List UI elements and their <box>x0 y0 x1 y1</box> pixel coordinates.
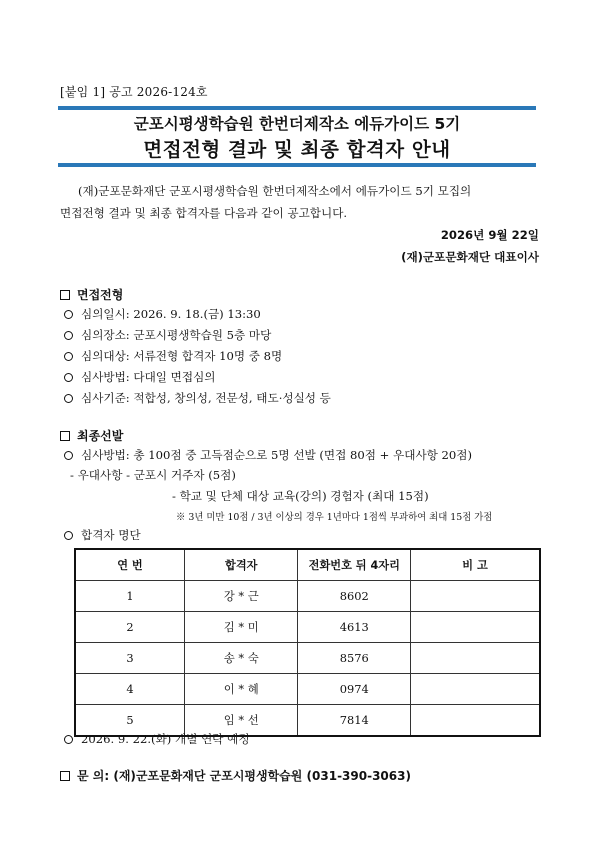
circle-bullet-icon <box>64 352 73 361</box>
interview-item-text: 심사기준: 적합성, 창의성, 전문성, 태도·성실성 등 <box>81 391 331 405</box>
section-final-title: 최종선발 <box>77 429 124 443</box>
circle-bullet-icon <box>64 331 73 340</box>
cell-remarks <box>411 581 540 612</box>
issuer-name: (재)군포문화재단 대표이사 <box>401 250 539 264</box>
section-final-heading <box>60 427 123 444</box>
contact-schedule-text: 2026. 9. 22.(화) 개별 연락 예정 <box>81 732 250 746</box>
title-line-1: 군포시평생학습원 한번더제작소 에듀가이드 5기 <box>133 115 461 133</box>
circle-bullet-icon <box>64 531 73 540</box>
cell-remarks <box>411 612 540 643</box>
announcement-date: 2026년 9월 22일 <box>440 228 539 242</box>
passer-table <box>74 548 541 737</box>
cell-phone: 0974 <box>298 674 411 705</box>
square-bullet-icon <box>60 290 70 300</box>
preference-note: ※ 3년 미만 10점 / 3년 이상의 경우 1년마다 1점씩 부과하여 최대 15점 가점 <box>176 512 493 523</box>
title-top-rule <box>58 106 536 110</box>
table-row <box>75 612 540 643</box>
square-bullet-icon <box>60 431 70 441</box>
title-bottom-rule <box>58 163 536 167</box>
circle-bullet-icon <box>64 310 73 319</box>
inquiry-text: 문 의: (재)군포문화재단 군포시평생학습원 (031-390-3063) <box>77 769 411 783</box>
header-phone: 전화번호 뒤 4자리 <box>298 549 411 581</box>
interview-item <box>64 390 331 406</box>
cell-remarks <box>411 674 540 705</box>
cell-phone: 4613 <box>298 612 411 643</box>
inquiry-line <box>60 767 411 784</box>
table-row <box>75 643 540 674</box>
passer-list-title-text: 합격자 명단 <box>81 528 141 542</box>
cell-name: 이 * 혜 <box>185 674 298 705</box>
interview-item-text: 심사방법: 다대일 면접심의 <box>81 370 216 384</box>
interview-item <box>64 306 261 322</box>
intro-line-1: (재)군포문화재단 군포시평생학습원 한번더제작소에서 에듀가이드 5기 모집의 <box>78 184 472 198</box>
cell-name: 임 * 선 <box>185 705 298 737</box>
cell-phone: 8576 <box>298 643 411 674</box>
passer-list-title <box>64 527 141 543</box>
cell-name: 송 * 숙 <box>185 643 298 674</box>
table-header-row <box>75 549 540 581</box>
interview-item-text: 심의일시: 2026. 9. 18.(금) 13:30 <box>81 307 261 321</box>
preference-line-2: - 학교 및 단체 대상 교육(강의) 경험자 (최대 15점) <box>172 489 429 503</box>
final-method-text: 심사방법: 총 100점 중 고득점순으로 5명 선발 (면접 80점 + 우대사항 20점) <box>81 448 473 462</box>
circle-bullet-icon <box>64 451 73 460</box>
cell-number: 1 <box>75 581 185 612</box>
cell-name: 강 * 근 <box>185 581 298 612</box>
circle-bullet-icon <box>64 735 73 744</box>
circle-bullet-icon <box>64 394 73 403</box>
cell-phone: 7814 <box>298 705 411 737</box>
interview-item <box>64 369 215 385</box>
cell-number: 3 <box>75 643 185 674</box>
cell-remarks <box>411 643 540 674</box>
square-bullet-icon <box>60 771 70 781</box>
cell-remarks <box>411 705 540 737</box>
final-method <box>64 447 472 463</box>
table-row <box>75 674 540 705</box>
circle-bullet-icon <box>64 373 73 382</box>
section-interview-heading <box>60 286 123 303</box>
contact-schedule <box>64 731 250 747</box>
header-name: 합격자 <box>185 549 298 581</box>
preference-line-1: - 우대사항 - 군포시 거주자 (5점) <box>70 468 236 482</box>
cell-number: 5 <box>75 705 185 737</box>
intro-line-2: 면접전형 결과 및 최종 합격자를 다음과 같이 공고합니다. <box>60 206 348 220</box>
title-line-2: 면접전형 결과 및 최종 합격자 안내 <box>143 138 451 161</box>
cell-number: 4 <box>75 674 185 705</box>
interview-item <box>64 348 282 364</box>
section-interview-title: 면접전형 <box>77 288 124 302</box>
cell-number: 2 <box>75 612 185 643</box>
attachment-label: [붙임 1] 공고 2026-124호 <box>60 85 208 99</box>
header-remarks: 비 고 <box>411 549 540 581</box>
interview-item-text: 심의장소: 군포시평생학습원 5층 마당 <box>81 328 272 342</box>
cell-phone: 8602 <box>298 581 411 612</box>
cell-name: 김 * 미 <box>185 612 298 643</box>
table-row <box>75 581 540 612</box>
header-number: 연 번 <box>75 549 185 581</box>
interview-item <box>64 327 271 343</box>
interview-item-text: 심의대상: 서류전형 합격자 10명 중 8명 <box>81 349 283 363</box>
